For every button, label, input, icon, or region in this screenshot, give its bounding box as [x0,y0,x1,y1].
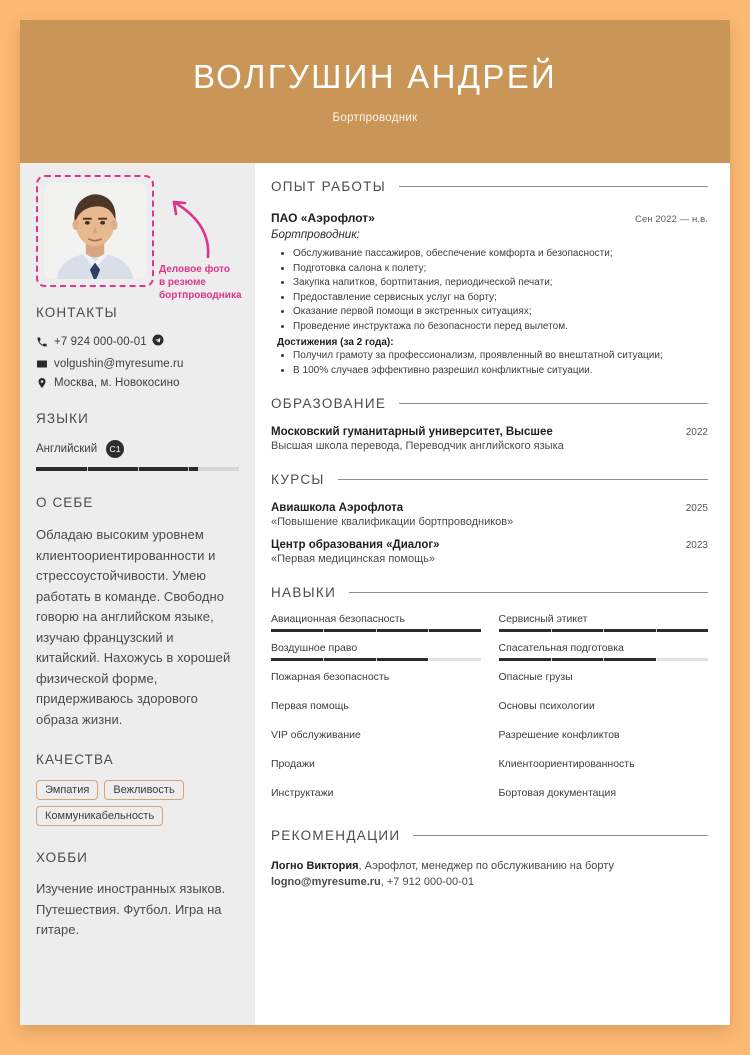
mail-icon [36,358,54,370]
qualities-heading: КАЧЕСТВА [36,752,114,767]
experience-role: Бортпроводник: [271,229,360,241]
resume-header [20,20,730,163]
photo-block [36,175,242,301]
contacts-list [36,333,239,389]
skill-name: Первая помощь [271,700,349,712]
recommendation-email[interactable]: logno@myresume.ru [271,876,381,888]
skill-item [499,642,709,661]
recommendation-name: Логно Виктория [271,860,359,872]
resume-page [20,20,730,1025]
recommendation-phone: , +7 912 000-00-01 [380,876,475,888]
skill-item [499,613,709,632]
skill-name: Инструктажи [271,787,334,799]
section-title-education: ОБРАЗОВАНИЕ [271,396,387,411]
portrait-illustration [44,183,146,279]
language-level-fill [36,467,198,471]
skill-name: VIP обслуживание [271,729,361,741]
section-rule [399,403,708,404]
section-skills-header [271,585,708,600]
experience-company: ПАО «Аэрофлот» [271,211,375,225]
duty-item: • Оказание первой помощи в экстренных ситуациях; [293,305,708,320]
section-title-courses: КУРСЫ [271,472,325,487]
recommendation-details: , Аэрофлот, менеджер по обслуживанию на борту [358,860,614,872]
avatar [44,183,146,279]
skill-name: Клиентоориентированность [498,758,635,770]
contact-location[interactable] [36,377,239,389]
course-title: Авиашкола Аэрофлота [271,502,404,514]
section-rule [338,479,708,480]
language-level-bar [36,467,239,471]
skill-item [499,729,709,741]
phone-icon [36,336,54,348]
language-item [36,440,239,471]
education-year: 2022 [685,427,708,438]
language-level-badge: C1 [106,440,124,458]
recommendation-entry [271,858,708,890]
section-education-header [271,396,708,411]
skill-bar [271,629,481,632]
skill-name: Разрешение конфликтов [498,729,620,741]
skill-item [271,787,481,799]
annotation-line-1: Деловое фото [159,264,230,275]
section-rule [399,186,708,187]
duty-item: • Закупка напитков, бортпитания, периодической печати; [293,276,708,291]
skill-bar [499,629,709,632]
skills-grid [271,613,708,816]
contact-email[interactable] [36,358,239,370]
achievement-item: • В 100% случаев эффективно разрешил конфликтные ситуации. [293,364,708,379]
skill-name: Основы психологии [498,700,595,712]
duty-item: • Проведение инструктажа по безопасности перед вылетом. [293,320,708,335]
annotation-arrow-icon [160,191,216,263]
about-text: Обладаю высоким уровнем клиентоориентированности и стрессоустойчивости. Умею работать в команде. Свободно говорю на английском языке, изучаю французский и китайский. Нахожусь в хорошей физической форме, придерживаюсь здорового образа жизни. [36,527,231,727]
skill-item [271,758,481,770]
qualities-tags [36,780,239,826]
hobby-text: Изучение иностранных языков. Путешествия. Футбол. Игра на гитаре. [36,881,226,937]
section-experience-header [271,179,708,194]
skill-name: Продажи [271,758,315,770]
course-entry [271,502,708,528]
telegram-icon[interactable] [152,333,164,351]
skill-name: Сервисный этикет [498,613,588,625]
skill-bar [499,658,709,661]
duty-item: • Обслуживание пассажиров, обеспечение комфорта и безопасности; [293,247,708,262]
language-name: Английский [36,443,98,455]
skill-item [271,671,481,683]
annotation-note [159,263,263,302]
section-title-recommendations: РЕКОМЕНДАЦИИ [271,828,401,843]
section-rule [413,835,708,836]
annotation-line-3: бортпроводника [159,290,242,301]
hobby-heading: ХОББИ [36,850,88,865]
sidebar [20,163,255,1025]
course-subtitle: «Повышение квалификации бортпроводников» [271,516,514,528]
skill-item [271,729,481,741]
skill-name: Воздушное право [271,642,358,654]
quality-tag[interactable]: Вежливость [104,780,183,800]
section-rule [349,592,708,593]
skill-bar [271,658,481,661]
contacts-heading: КОНТАКТЫ [36,305,118,320]
quality-tag[interactable]: Эмпатия [36,780,98,800]
contact-email-value: volgushin@myresume.ru [54,358,184,370]
contact-phone[interactable] [36,333,239,351]
skills-column-right [499,613,709,816]
skill-name: Опасные грузы [498,671,573,683]
location-icon [36,377,54,389]
skill-item [499,758,709,770]
experience-entry [271,211,708,378]
achievements-title: Достижения (за 2 года): [277,337,394,348]
contact-phone-value: +7 924 000-00-01 [54,336,147,348]
skill-item [271,613,481,632]
annotation-line-2: в резюме [159,277,206,288]
duty-item: • Подготовка салона к полету; [293,262,708,277]
section-courses-header [271,472,708,487]
course-subtitle: «Первая медицинская помощь» [271,553,435,565]
experience-date: Сен 2022 — н.в. [634,214,708,225]
skill-name: Бортовая документация [498,787,617,799]
skill-name: Пожарная безопасность [271,671,390,683]
course-year: 2025 [685,503,708,514]
skill-item [499,787,709,799]
header-subtitle: Бортпроводник [332,111,418,124]
skill-name: Спасательная подготовка [498,642,624,654]
skill-name: Авиационная безопасность [271,613,406,625]
education-title: Московский гуманитарный университет, Высшее [271,426,553,438]
resume-body [20,163,730,1025]
skill-item [499,700,709,712]
duty-item: • Предоставление сервисных услуг на борту; [293,291,708,306]
languages-heading: ЯЗЫКИ [36,411,89,426]
about-heading: О СЕБЕ [36,495,94,510]
main-column [255,163,730,1025]
education-entry [271,426,708,452]
photo-dashed-frame [36,175,154,287]
section-title-experience: ОПЫТ РАБОТЫ [271,179,386,194]
experience-duties [271,247,708,334]
skill-item [499,671,709,683]
course-title: Центр образования «Диалог» [271,539,440,551]
skill-item [271,700,481,712]
experience-achievements [271,349,708,378]
education-subtitle: Высшая школа перевода, Переводчик английского языка [271,440,564,452]
page-title: ВОЛГУШИН АНДРЕЙ [192,57,558,95]
contact-location-value: Москва, м. Новокосино [54,377,180,389]
course-year: 2023 [685,540,708,551]
achievement-item: • Получил грамоту за профессионализм, проявленный во внештатной ситуации; [293,349,708,364]
course-entry [271,539,708,565]
section-title-skills: НАВЫКИ [271,585,337,600]
skill-item [271,642,481,661]
quality-tag[interactable]: Коммуникабельность [36,806,163,826]
skills-column-left [271,613,481,816]
section-recommendations-header [271,828,708,843]
